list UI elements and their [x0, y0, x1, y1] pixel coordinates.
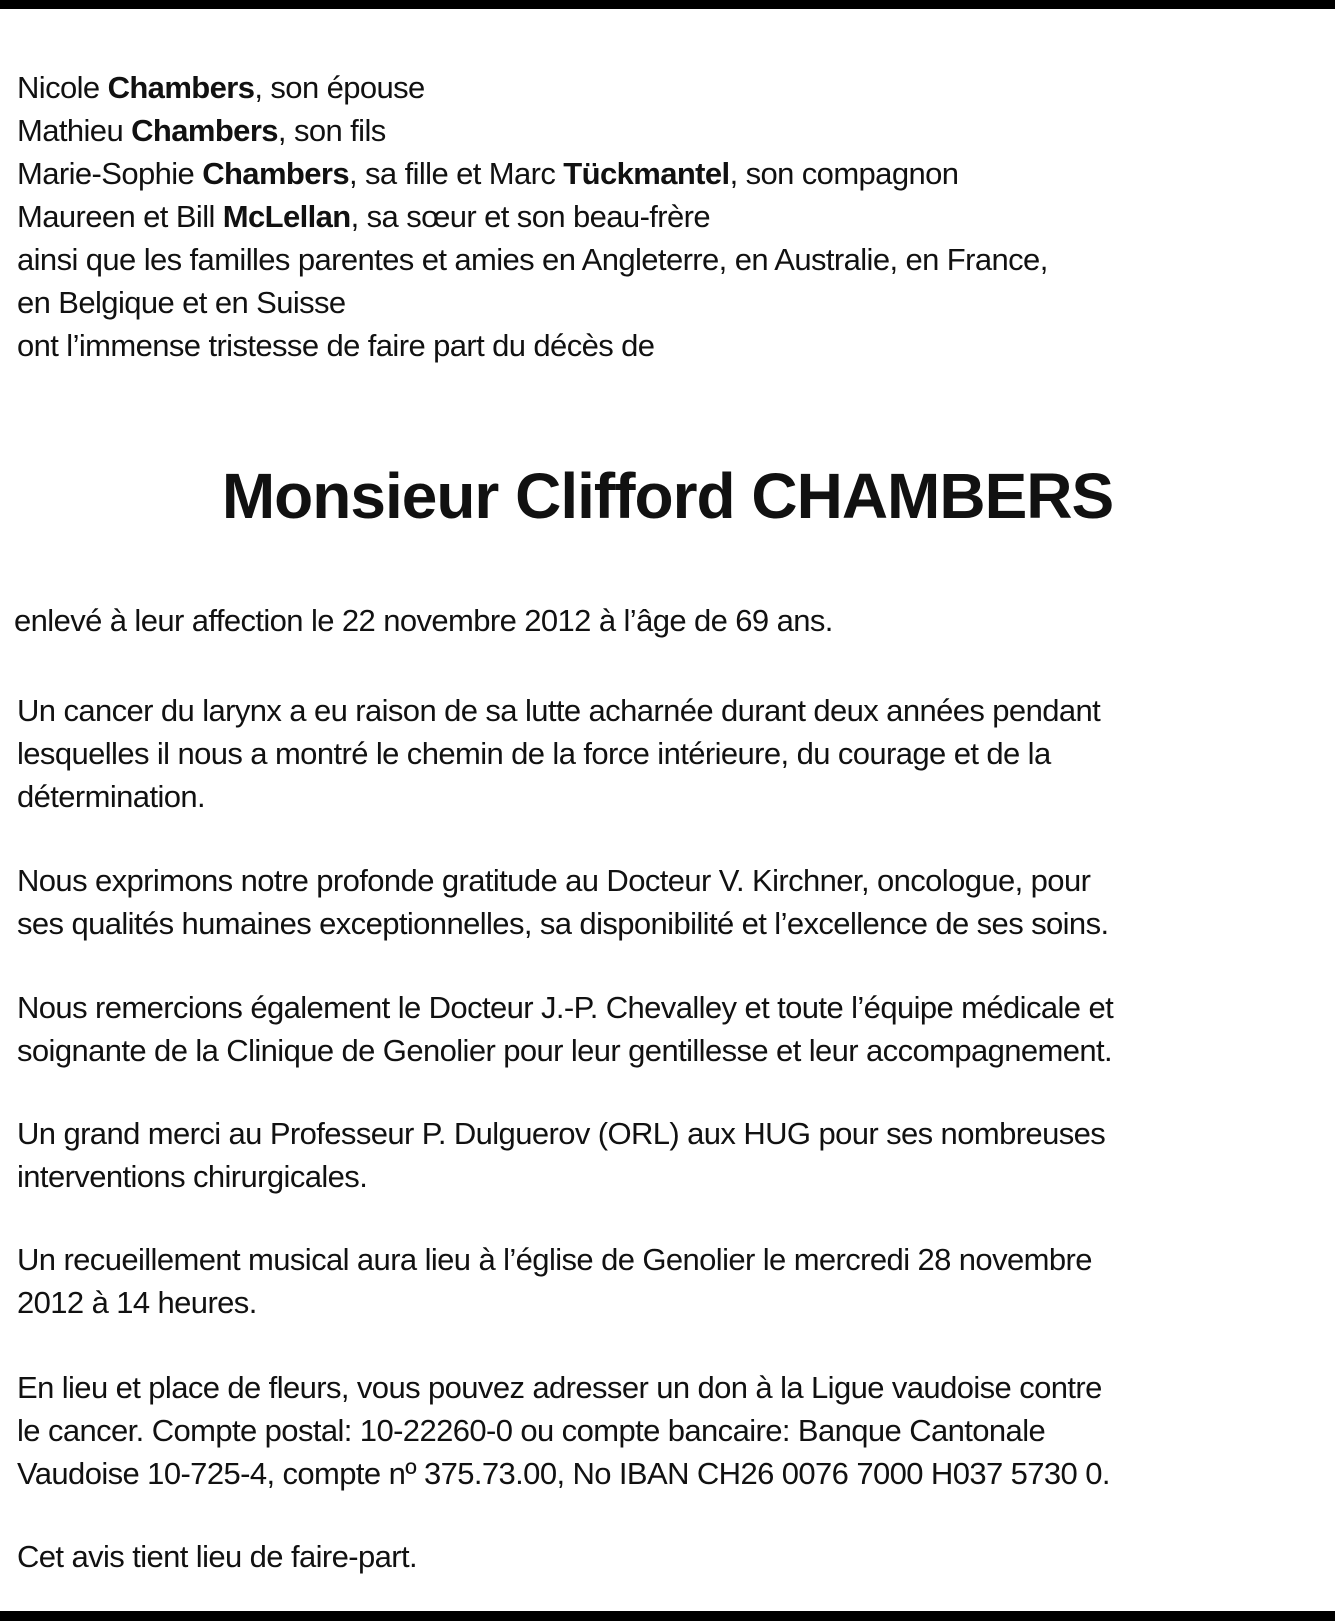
text-line: Nous remercions également le Docteur J.-P. Chevalley et toute l’équipe médicale et	[17, 990, 1114, 1025]
family-list	[17, 66, 1048, 367]
surname: Chambers	[131, 113, 278, 148]
family-line	[17, 152, 1048, 195]
text: , son épouse	[254, 70, 425, 105]
text: , sa sœur et son beau-frère	[350, 199, 711, 234]
text-line: En lieu et place de fleurs, vous pouvez adresser un don à la Ligue vaudoise contre	[17, 1370, 1102, 1405]
top-border	[0, 0, 1335, 9]
paragraph-illness	[17, 689, 1100, 818]
text-line: le cancer. Compte postal: 10-22260-0 ou compte bancaire: Banque Cantonale	[17, 1413, 1046, 1448]
paragraph-gratitude	[17, 859, 1109, 945]
text: , son fils	[277, 113, 386, 148]
family-line	[17, 66, 1048, 109]
text-line: enlevé à leur affection le 22 novembre 2012 à l’âge de 69 ans.	[14, 603, 833, 638]
bottom-border	[0, 1611, 1335, 1621]
text: Mathieu	[17, 113, 132, 148]
surname: McLellan	[222, 199, 351, 234]
surname: Chambers	[202, 156, 349, 191]
text-line: interventions chirurgicales.	[17, 1159, 368, 1194]
deceased-name: Monsieur Clifford CHAMBERS	[221, 460, 1114, 532]
text-line: Un grand merci au Professeur P. Dulguerov (ORL) aux HUG pour ses nombreuses	[17, 1116, 1106, 1151]
text-line: Vaudoise 10-725-4, compte nº 375.73.00, No IBAN CH26 0076 7000 H037 5730 0.	[17, 1456, 1110, 1491]
paragraph-thanks-clinic	[17, 986, 1113, 1072]
text: Maureen et Bill	[17, 199, 223, 234]
text-line: Cet avis tient lieu de faire-part.	[17, 1539, 418, 1574]
text-line: 2012 à 14 heures.	[17, 1285, 257, 1320]
text-line: lesquelles il nous a montré le chemin de la force intérieure, du courage et de la	[17, 736, 1051, 771]
paragraph-thanks-professor	[17, 1112, 1105, 1198]
text: Nicole	[17, 70, 108, 105]
family-line	[17, 195, 1048, 238]
text-line: Nous exprimons notre profonde gratitude au Docteur V. Kirchner, oncologue, pour	[17, 863, 1091, 898]
paragraph-closing	[17, 1535, 417, 1578]
family-line: ainsi que les familles parentes et amies en Angleterre, en Australie, en France,	[17, 242, 1048, 277]
text-line: détermination.	[17, 779, 206, 814]
family-line	[17, 109, 1048, 152]
text: Marie-Sophie	[17, 156, 203, 191]
text: , son compagnon	[729, 156, 959, 191]
paragraph-age	[14, 599, 833, 642]
text-line: Un recueillement musical aura lieu à l’église de Genolier le mercredi 28 novembre	[17, 1242, 1092, 1277]
text-line: ses qualités humaines exceptionnelles, sa disponibilité et l’excellence de ses soins.	[17, 906, 1109, 941]
paragraph-ceremony	[17, 1238, 1092, 1324]
text: , sa fille et Marc	[349, 156, 564, 191]
family-line: ont l’immense tristesse de faire part du décès de	[17, 328, 655, 363]
text-line: soignante de la Clinique de Genolier pour leur gentillesse et leur accompagnement.	[17, 1033, 1113, 1068]
surname: Chambers	[107, 70, 255, 105]
text-line: Un cancer du larynx a eu raison de sa lutte acharnée durant deux années pendant	[17, 693, 1101, 728]
paragraph-donation	[17, 1366, 1110, 1495]
family-line: en Belgique et en Suisse	[17, 285, 346, 320]
surname: Tückmantel	[563, 156, 730, 191]
